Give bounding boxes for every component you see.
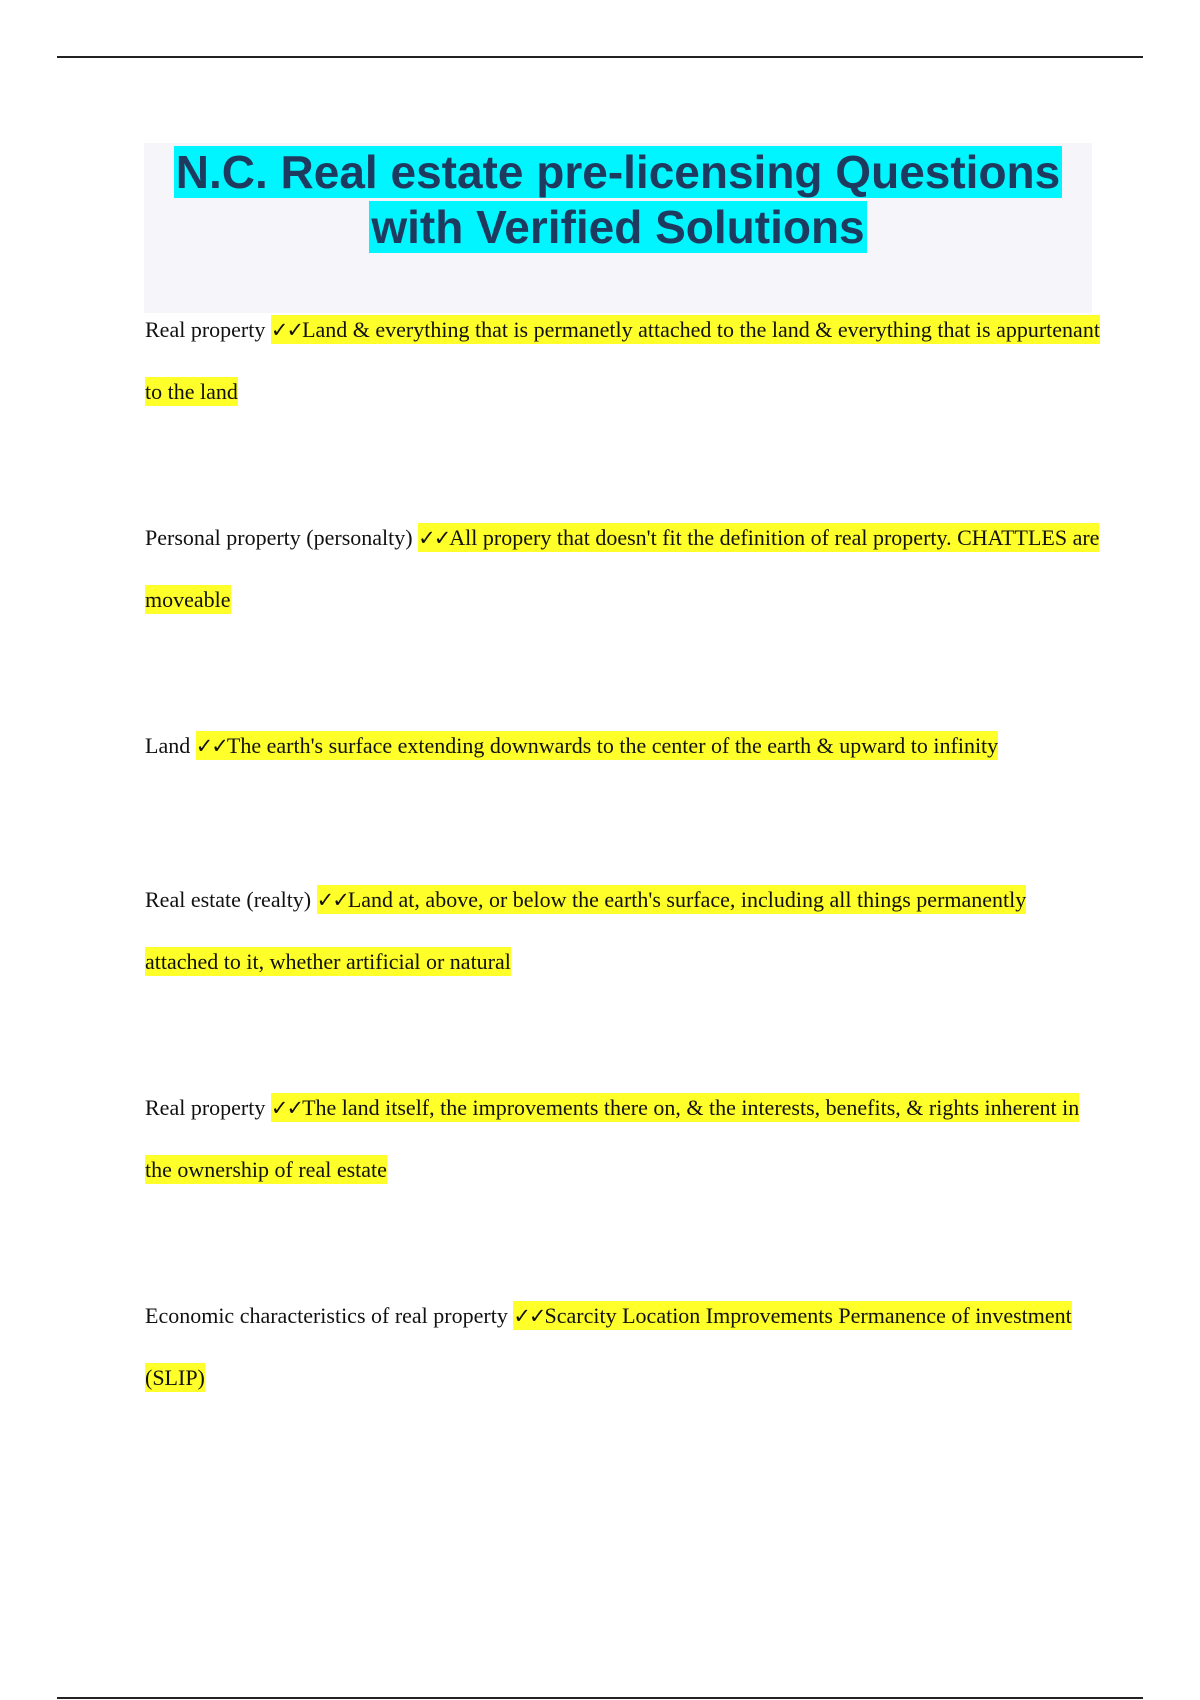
answer-text: Land & everything that is permanetly attached to the land & everything that is appurtenant to the land bbox=[145, 317, 1100, 404]
top-rule bbox=[57, 56, 1143, 58]
qa-entry bbox=[145, 715, 1145, 777]
qa-entry bbox=[145, 1285, 1105, 1408]
answer-text: Land at, above, or below the earth's surface, including all things permanently attached to it, whether artificial or natural bbox=[145, 887, 1027, 974]
question-term: Real estate (realty) bbox=[145, 887, 312, 912]
answer-text: Scarcity Location Improvements Permanence of investment (SLIP) bbox=[145, 1303, 1072, 1390]
answer-text: All propery that doesn't fit the definition of real property. CHATTLES are moveable bbox=[145, 525, 1100, 612]
question-term: Economic characteristics of real property bbox=[145, 1303, 508, 1328]
check-icon: ✓✓ bbox=[316, 888, 348, 912]
check-icon: ✓✓ bbox=[418, 526, 450, 550]
check-icon: ✓✓ bbox=[270, 1096, 303, 1120]
qa-entry bbox=[145, 299, 1105, 422]
qa-entry bbox=[145, 507, 1105, 630]
title-line-1: N.C. Real estate pre-licensing Questions bbox=[175, 146, 1061, 198]
bottom-rule bbox=[57, 1697, 1143, 1699]
page-title bbox=[144, 143, 1092, 255]
check-icon: ✓✓ bbox=[513, 1304, 545, 1328]
question-term: Real property bbox=[145, 317, 266, 342]
check-icon: ✓✓ bbox=[195, 734, 227, 758]
answer-text: The earth's surface extending downwards to the center of the earth & upward to infinity bbox=[226, 733, 999, 758]
qa-entry bbox=[145, 1077, 1105, 1200]
question-term: Personal property (personalty) bbox=[145, 525, 413, 550]
check-icon: ✓✓ bbox=[270, 318, 303, 342]
qa-entry bbox=[145, 869, 1105, 992]
title-line-2: with Verified Solutions bbox=[371, 201, 865, 253]
answer-text: The land itself, the improvements there on, & the interests, benefits, & rights inherent in the ownership of real estate bbox=[145, 1095, 1080, 1182]
title-box bbox=[144, 143, 1092, 313]
question-term: Land bbox=[145, 733, 191, 758]
question-term: Real property bbox=[145, 1095, 266, 1120]
